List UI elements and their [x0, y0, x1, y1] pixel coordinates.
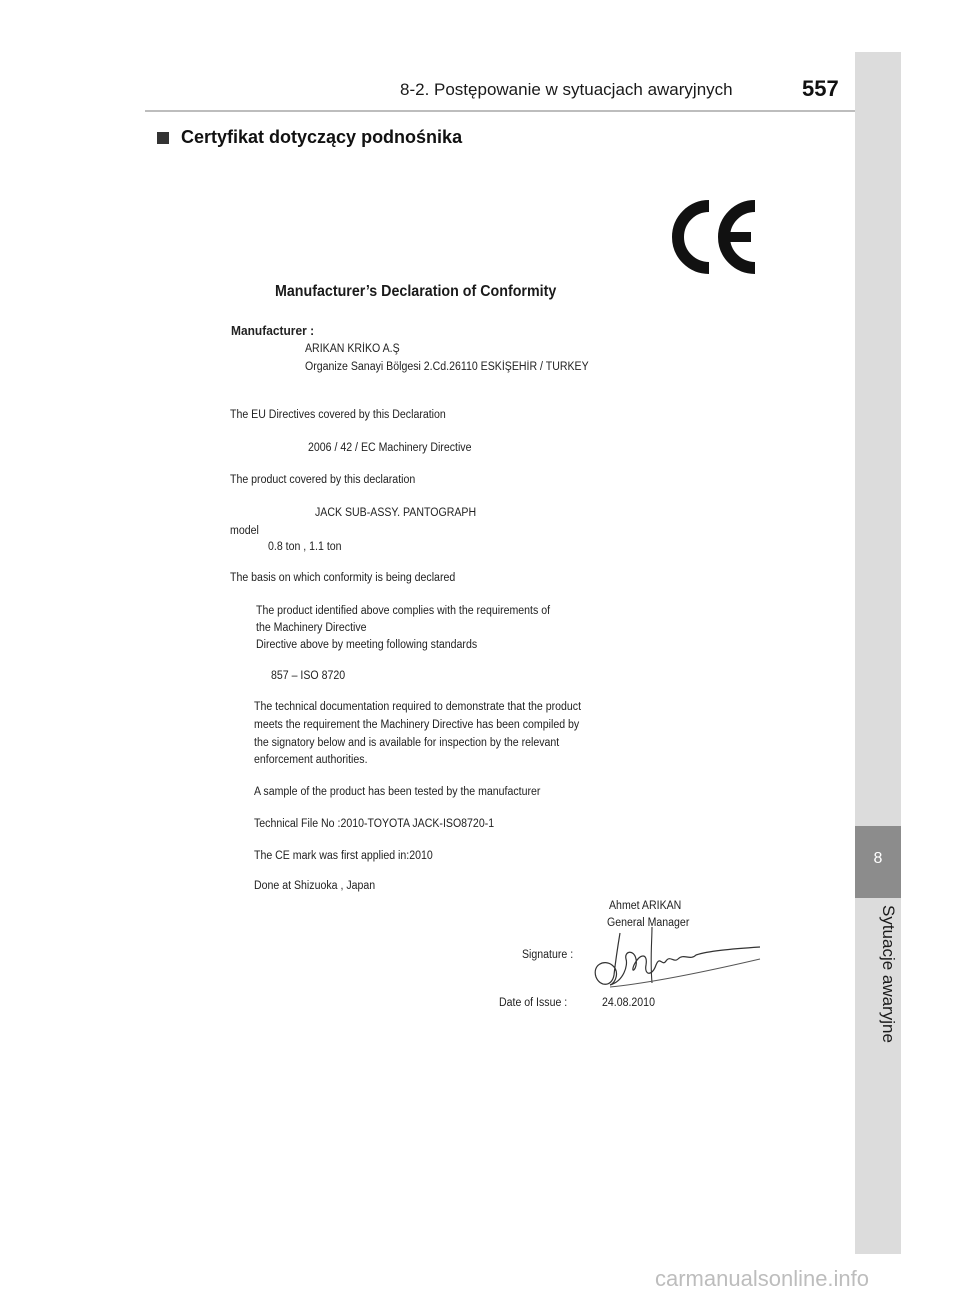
model-label: model	[230, 525, 259, 537]
manufacturer-name: ARIKAN KRİKO A.Ş	[305, 343, 400, 355]
chapter-label: Sytuacje awaryjne	[879, 905, 898, 1043]
eu-directives-label: The EU Directives covered by this Declaration	[230, 409, 446, 421]
directive: 2006 / 42 / EC Machinery Directive	[308, 442, 472, 454]
chapter-number: 8	[873, 850, 883, 867]
ce-mark-logo	[665, 198, 761, 276]
product-label: The product covered by this declaration	[230, 474, 416, 486]
technical-line: The technical documentation required to demonstrate that the product	[254, 701, 582, 713]
signatory-name: Ahmet ARIKAN	[609, 900, 682, 912]
model-values: 0.8 ton , 1.1 ton	[268, 541, 342, 553]
standard: 857 – ISO 8720	[271, 670, 346, 682]
certificate-title: Manufacturer’s Declaration of Conformity	[275, 283, 557, 300]
date-value: 24.08.2010	[602, 997, 655, 1009]
technical-line: the signatory below and is available for inspection by the relevant	[254, 737, 560, 749]
ce-applied: The CE mark was first applied in:2010	[254, 850, 433, 862]
signature-image	[590, 925, 770, 995]
basis-line: the Machinery Directive	[256, 622, 367, 634]
technical-file: Technical File No :2010-TOYOTA JACK-ISO8720-1	[254, 818, 495, 830]
basis-line: Directive above by meeting following standards	[256, 639, 478, 651]
done-at: Done at Shizuoka , Japan	[254, 880, 376, 892]
technical-line: meets the requirement the Machinery Directive has been compiled by	[254, 719, 580, 731]
watermark: carmanualsonline.info	[655, 1266, 870, 1291]
date-label: Date of Issue :	[499, 997, 568, 1009]
manufacturer-address: Organize Sanayi Bölgesi 2.Cd.26110 ESKİŞEHİR / TURKEY	[305, 361, 589, 373]
basis-line: The product identified above complies with the requirements of	[256, 605, 551, 617]
sample-text: A sample of the product has been tested by the manufacturer	[254, 786, 541, 798]
header-section-title: 8-2. Postępowanie w sytuacjach awaryjnych	[400, 80, 733, 99]
product-name: JACK SUB-ASSY. PANTOGRAPH	[315, 507, 477, 519]
basis-label: The basis on which conformity is being declared	[230, 572, 456, 584]
section-title-text: Certyfikat dotyczący podnośnika	[181, 127, 463, 147]
page-number: 557	[802, 76, 839, 101]
signatory-title: General Manager	[607, 917, 690, 929]
manufacturer-label: Manufacturer :	[231, 323, 315, 338]
signature-label: Signature :	[522, 949, 574, 961]
technical-line: enforcement authorities.	[254, 754, 368, 766]
